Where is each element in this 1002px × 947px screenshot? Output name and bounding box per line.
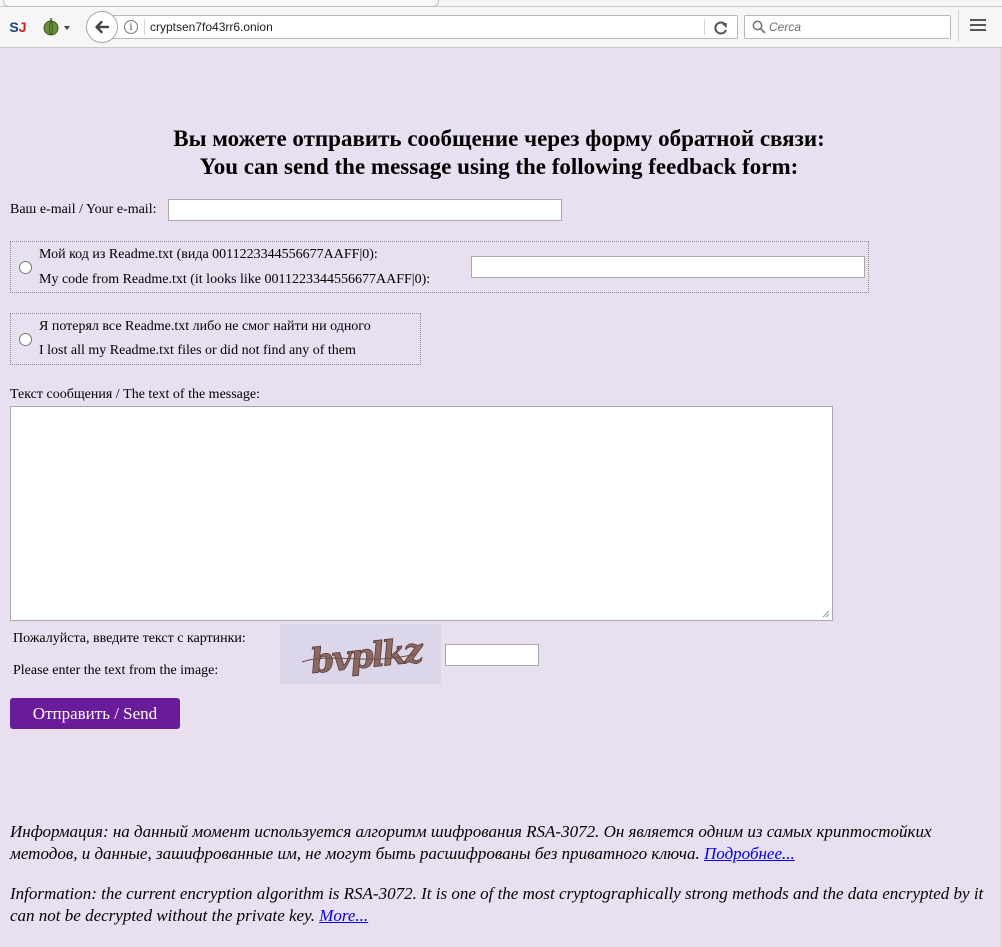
url-bar[interactable]	[106, 15, 738, 39]
chevron-down-icon	[64, 26, 70, 30]
back-button[interactable]	[86, 11, 118, 43]
search-icon	[751, 19, 767, 35]
code-option-label-en: My code from Readme.txt (it looks like 0011223344556677AAFF|0):	[39, 272, 431, 287]
tab-strip	[0, 0, 1002, 7]
email-label: Ваш e-mail / Your e-mail:	[10, 202, 157, 217]
browser-toolbar	[0, 0, 1002, 48]
code-option-label-ru: Мой код из Readme.txt (вида 0011223344556677AAFF|0):	[39, 247, 378, 262]
url-divider-right	[704, 19, 705, 35]
heading-en: You can send the message using the following feedback form:	[199, 154, 799, 179]
message-label: Текст сообщения / The text of the message:	[10, 387, 261, 402]
lost-option-label-en: I lost all my Readme.txt files or did not find any of them	[39, 343, 356, 358]
info-en	[10, 883, 985, 927]
code-option-box	[10, 241, 869, 293]
code-option-radio[interactable]	[19, 261, 32, 274]
captcha-label-en: Please enter the text from the image:	[13, 663, 219, 678]
onion-icon	[40, 16, 74, 38]
search-bar[interactable]	[744, 15, 951, 39]
lost-option-label-ru: Я потерял все Readme.txt либо не смог найти ни одного	[39, 319, 371, 334]
captcha-text: bvplkz	[308, 630, 424, 683]
lost-option-radio[interactable]	[19, 333, 32, 346]
email-field[interactable]	[168, 199, 562, 221]
info-en-text: Information: the current encryption algorithm is RSA-3072. It is one of the most cryptographically strong methods and the data encrypted by it can not be decrypted without the private key.	[10, 884, 984, 925]
extension-icon[interactable]	[40, 16, 74, 38]
send-button[interactable]: Отправить / Send	[10, 698, 180, 729]
readme-code-input[interactable]	[471, 256, 865, 278]
captcha-image	[280, 624, 441, 684]
url-text[interactable]: cryptsen7fo43rr6.onion	[150, 20, 273, 34]
info-icon[interactable]: i	[124, 20, 138, 34]
reload-icon[interactable]	[712, 19, 730, 37]
back-arrow-icon	[93, 18, 111, 36]
info-ru	[10, 821, 985, 865]
menu-divider	[958, 10, 959, 42]
sj-extension-icon[interactable]: S J	[9, 19, 27, 35]
feedback-page	[0, 48, 1000, 947]
page-title	[0, 125, 998, 181]
captcha-label-ru: Пожалуйста, введите текст с картинки:	[13, 631, 246, 646]
info-ru-text: Информация: на данный момент используется алгоритм шифрования RSA-3072. Он является одним из самых криптостойких методов, и данные, зашифрованные им, не могут быть расшифрованы без приватного ключа.	[10, 822, 932, 863]
url-divider	[144, 19, 145, 35]
menu-icon[interactable]	[968, 17, 988, 35]
more-link-ru[interactable]: Подробнее...	[704, 844, 795, 863]
resize-grip-icon[interactable]	[820, 608, 830, 618]
search-input[interactable]	[769, 18, 945, 36]
more-link-en[interactable]: More...	[319, 906, 369, 925]
active-tab[interactable]	[3, 0, 439, 7]
captcha-input[interactable]	[445, 644, 539, 666]
lost-option-box	[10, 313, 421, 365]
message-textarea[interactable]	[10, 406, 833, 621]
heading-ru: Вы можете отправить сообщение через форму обратной связи:	[173, 126, 825, 151]
